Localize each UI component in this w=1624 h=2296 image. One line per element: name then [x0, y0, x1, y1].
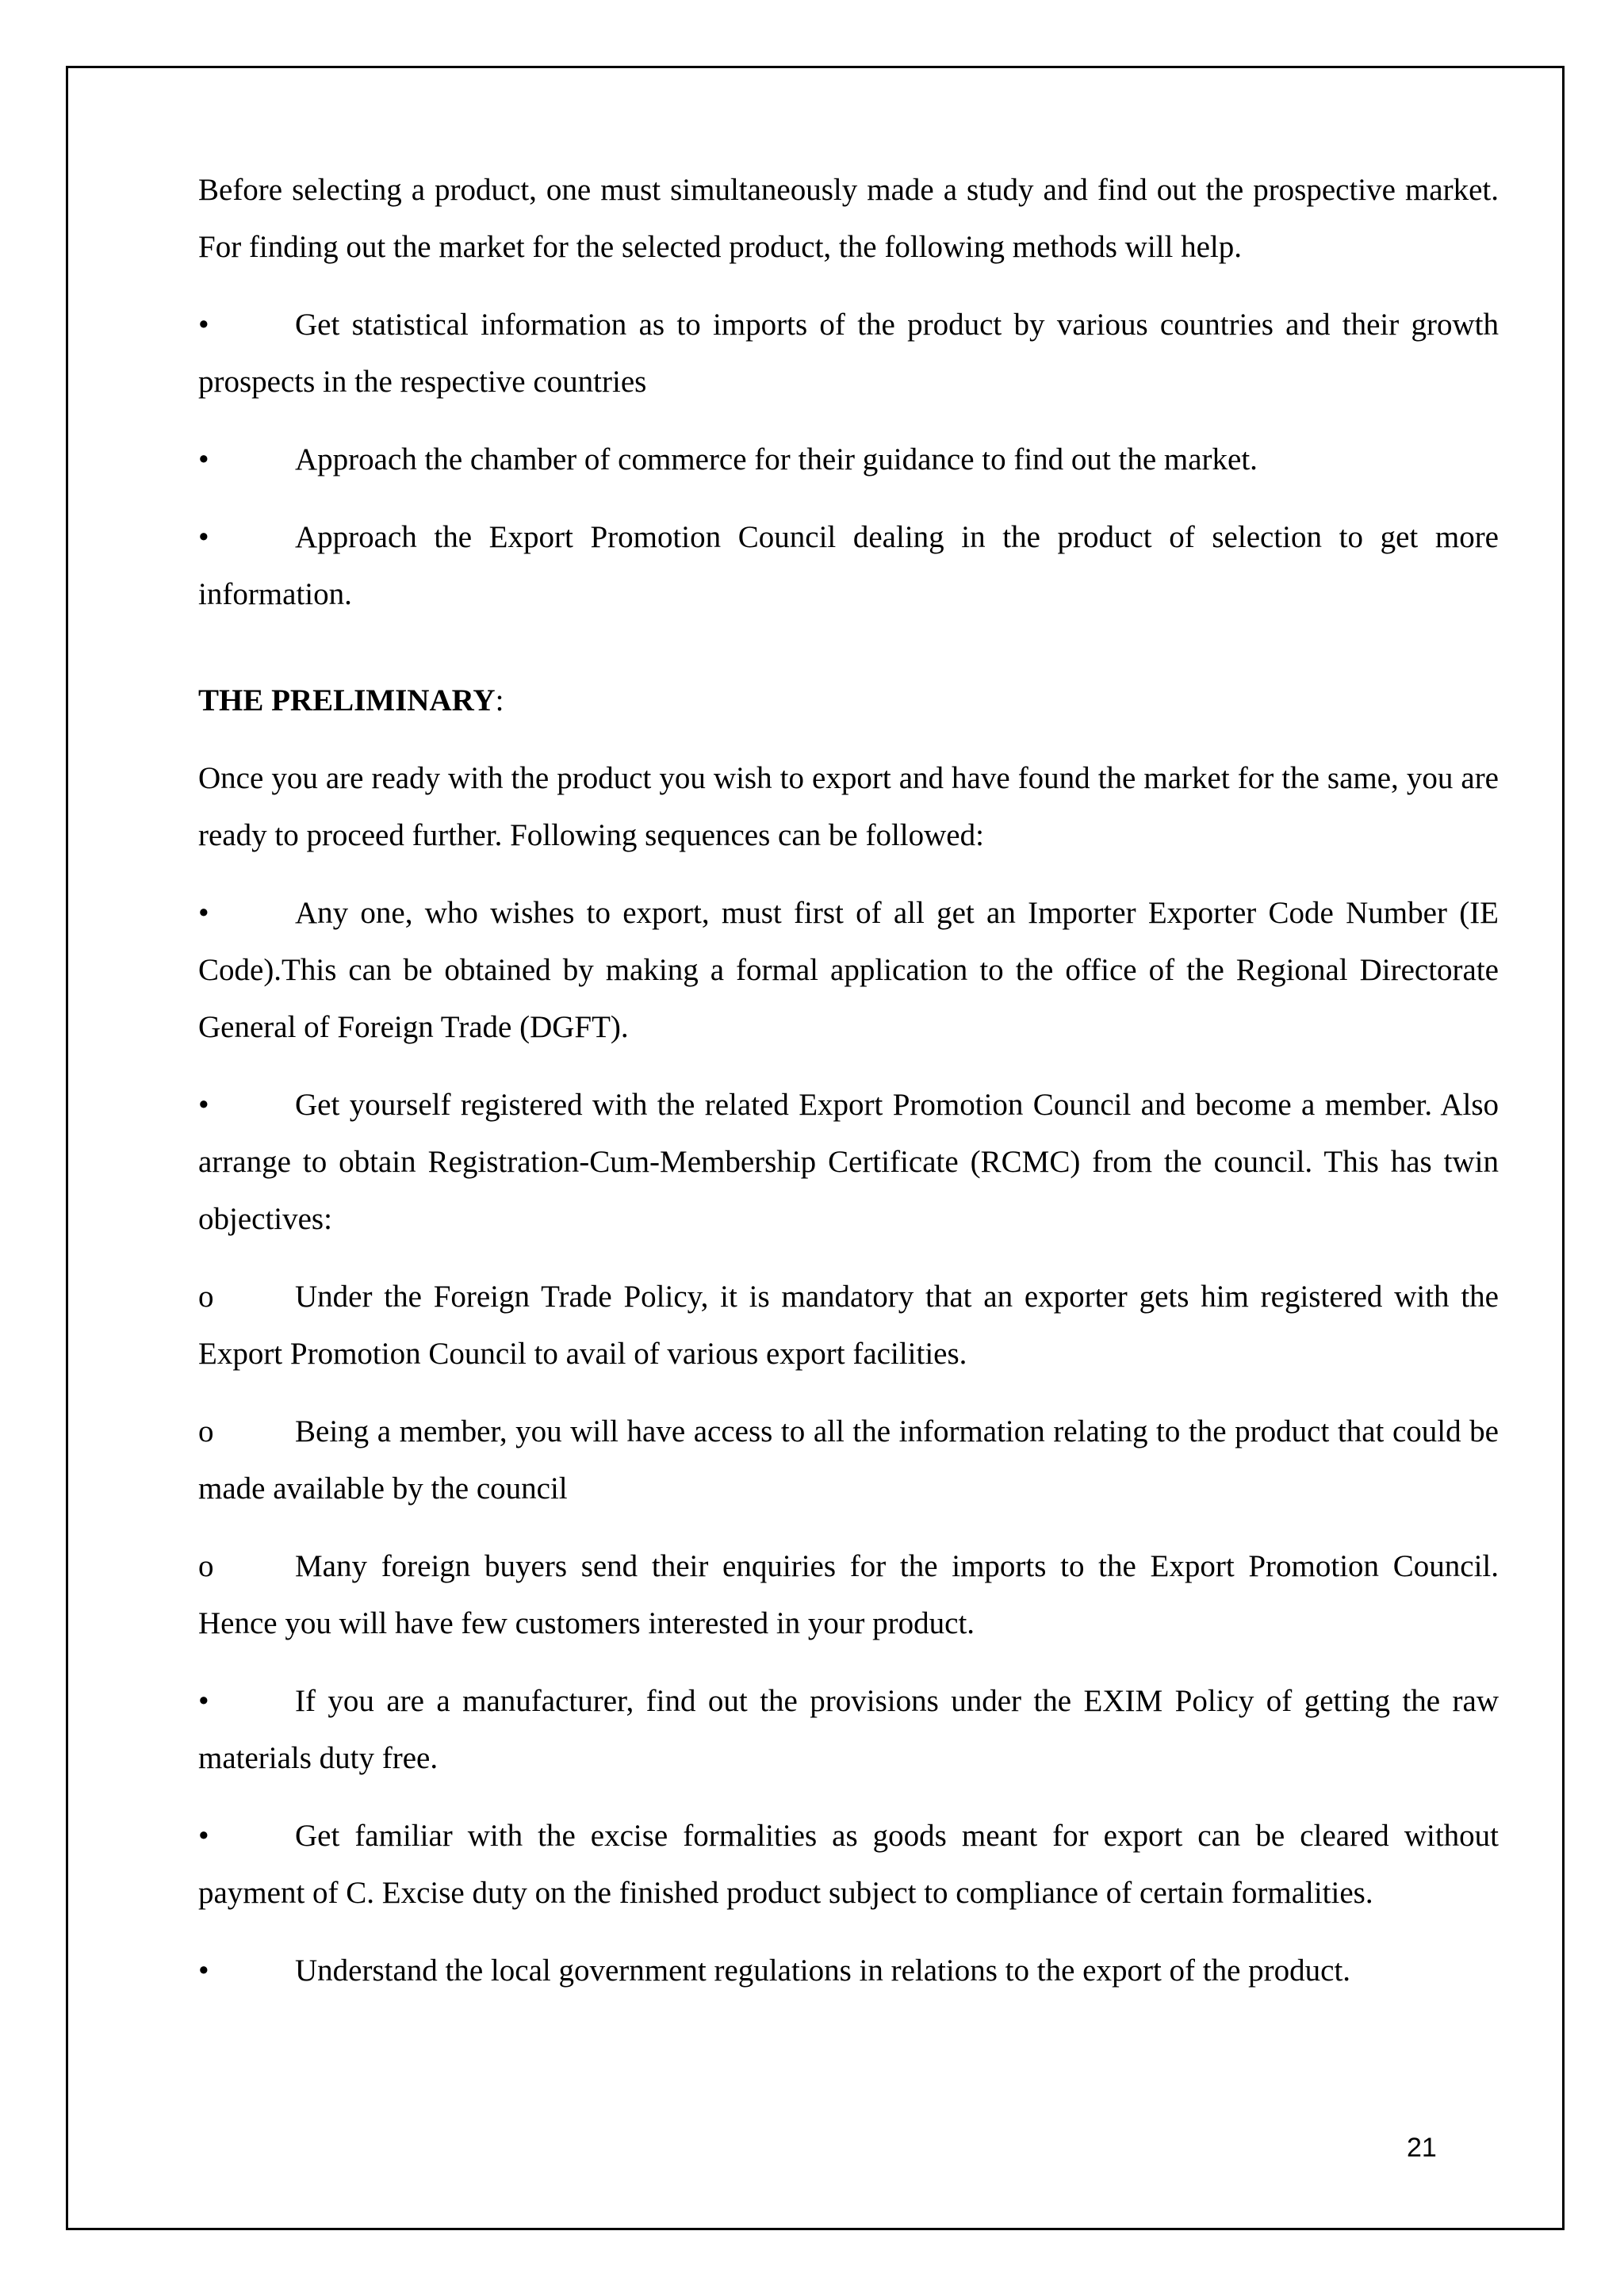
sub-bullet-marker: o	[198, 1280, 214, 1314]
list-item	[198, 885, 1499, 1056]
list-item-text: Get statistical information as to imports of the product by various countries and their growth prospects in the respective countries	[198, 308, 1499, 399]
sub-list-item-text: Many foreign buyers send their enquiries for the imports to the Export Promotion Council. Hence you will have few customers interested in your product.	[198, 1549, 1499, 1640]
bullet-marker: •	[198, 442, 209, 476]
list-item-text: Approach the Export Promotion Council dealing in the product of selection to get more information.	[198, 520, 1499, 611]
list-item	[198, 1808, 1499, 1922]
section-heading-title: THE PRELIMINARY	[198, 683, 496, 718]
list-item	[198, 509, 1499, 623]
page-number: 21	[1407, 2133, 1437, 2163]
sub-list-item	[198, 1538, 1499, 1652]
bullet-marker: •	[198, 1954, 209, 1988]
list-item	[198, 1673, 1499, 1787]
bullet-marker: •	[198, 1684, 209, 1718]
paragraph	[198, 162, 1499, 276]
list-item	[198, 1077, 1499, 1248]
sub-list-item	[198, 1403, 1499, 1517]
list-item	[198, 297, 1499, 411]
list-item-text: If you are a manufacturer, find out the provisions under the EXIM Policy of getting the raw materials duty free.	[198, 1684, 1499, 1775]
list-item-text: Any one, who wishes to export, must first of all get an Importer Exporter Code Number (IE Code).This can be obtained by making a formal application to the office of the Regional Directorate General of Foreign Trade (DGFT).	[198, 896, 1499, 1044]
list-item-text: Understand the local government regulations in relations to the export of the product.	[295, 1954, 1351, 1988]
list-item-text: Get yourself registered with the related Export Promotion Council and become a member. Also arrange to obtain Registration-Cum-Membership Certificate (RCMC) from the council. This has twin objectives:	[198, 1088, 1499, 1236]
list-item-text: Get familiar with the excise formalities as goods meant for export can be cleared without payment of C. Excise duty on the finished product subject to compliance of certain formalities.	[198, 1819, 1499, 1910]
list-item	[198, 431, 1499, 488]
document-body	[198, 162, 1499, 2020]
sub-list-item-text: Being a member, you will have access to all the information relating to the product that could be made available by the council	[198, 1414, 1499, 1506]
bullet-marker: •	[198, 1088, 209, 1122]
list-item	[198, 1942, 1499, 1999]
section-heading	[198, 672, 1499, 729]
sub-list-item	[198, 1269, 1499, 1383]
sub-list-item-text: Under the Foreign Trade Policy, it is mandatory that an exporter gets him registered with the Export Promotion Council to avail of various export facilities.	[198, 1280, 1499, 1371]
sub-bullet-marker: o	[198, 1414, 214, 1448]
paragraph-text: Once you are ready with the product you wish to export and have found the market for the same, you are ready to proceed further. Following sequences can be followed:	[198, 761, 1499, 852]
paragraph	[198, 750, 1499, 864]
bullet-marker: •	[198, 896, 209, 930]
bullet-marker: •	[198, 1819, 209, 1853]
list-item-text: Approach the chamber of commerce for their guidance to find out the market.	[295, 442, 1258, 476]
section-heading-suffix: :	[495, 683, 504, 718]
sub-bullet-marker: o	[198, 1549, 214, 1583]
paragraph-text: Before selecting a product, one must simultaneously made a study and find out the prospective market. For finding out the market for the selected product, the following methods will help.	[198, 173, 1499, 264]
bullet-marker: •	[198, 308, 209, 342]
bullet-marker: •	[198, 520, 209, 554]
